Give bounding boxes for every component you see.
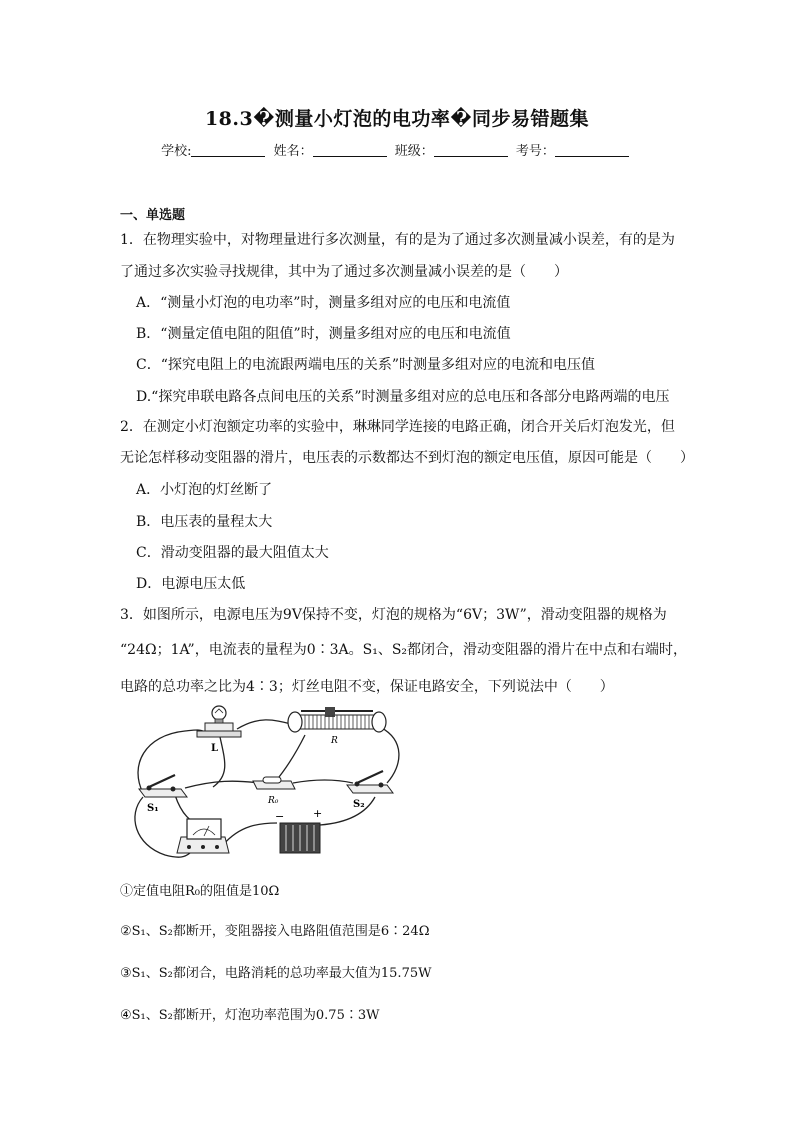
q2-stem-line-1: 2．在测定小灯泡额定功率的实验中，琳琳同学连接的电路正确，闭合开关后灯泡发光，但 bbox=[120, 419, 675, 435]
class-field[interactable] bbox=[434, 143, 508, 157]
q3-stem-line-3: 电路的总功率之比为4∶3；灯丝电阻不变，保证电路安全，下列说法中（ ） bbox=[120, 679, 614, 695]
name-field[interactable] bbox=[313, 143, 387, 157]
rheostat-icon bbox=[288, 707, 386, 732]
student-info-row bbox=[0, 140, 794, 159]
q2-stem-line-2: 无论怎样移动变阻器的滑片，电压表的示数都达不到灯泡的额定电压值，原因可能是（ ） bbox=[120, 450, 694, 466]
q2-option-a[interactable]: A．小灯泡的灯丝断了 bbox=[136, 482, 273, 498]
q2-option-b[interactable]: B．电压表的量程太大 bbox=[136, 514, 273, 530]
school-field[interactable] bbox=[191, 143, 265, 157]
battery-minus-label: − bbox=[275, 810, 285, 823]
name-label: 姓名： bbox=[273, 144, 313, 159]
q1-option-a[interactable]: A．“测量小灯泡的电功率”时，测量多组对应的电压和电流值 bbox=[136, 295, 511, 311]
school-label: 学校: bbox=[161, 144, 192, 159]
lamp-label: L bbox=[211, 743, 219, 754]
q3-statement-2: ②S₁、S₂都断开，变阻器接入电路阻值范围是6∶24Ω bbox=[120, 924, 430, 939]
battery-plus-label: + bbox=[313, 807, 323, 820]
section-heading: 一、单选题 bbox=[120, 208, 186, 223]
s1-label: S₁ bbox=[147, 803, 159, 814]
circuit-diagram bbox=[125, 705, 410, 865]
q2-option-c[interactable]: C．滑动变阻器的最大阻值太大 bbox=[136, 545, 329, 561]
s2-label: S₂ bbox=[353, 799, 365, 810]
q3-stem-line-2: “24Ω；1A”，电流表的量程为0∶3A。S₁、S₂都闭合，滑动变阻器的滑片在中点和右端时， bbox=[120, 642, 688, 658]
rheostat-label: R bbox=[331, 736, 338, 746]
lamp-icon bbox=[197, 706, 241, 737]
q1-stem-line-2: 了通过多次实验寻找规律，其中为了通过多次测量减小误差的是（ ） bbox=[120, 264, 568, 280]
q1-option-b[interactable]: B．“测量定值电阻的阻值”时，测量多组对应的电压和电流值 bbox=[136, 326, 511, 342]
page-title: 18.3�测量小灯泡的电功率�同步易错题集 bbox=[204, 108, 590, 130]
resistor-r0-icon bbox=[253, 777, 295, 789]
class-label: 班级： bbox=[394, 144, 434, 159]
q3-statement-4: ④S₁、S₂都断开，灯泡功率范围为0.75∶3W bbox=[120, 1008, 380, 1023]
battery-icon bbox=[280, 823, 320, 853]
q1-stem-line-1: 1．在物理实验中，对物理量进行多次测量，有的是为了通过多次测量减小误差，有的是为 bbox=[120, 232, 675, 248]
q3-statement-3: ③S₁、S₂都闭合，电路消耗的总功率最大值为15.75W bbox=[120, 966, 432, 981]
q3-stem-line-1: 3．如图所示，电源电压为9V保持不变，灯泡的规格为“6V；3W”，滑动变阻器的规格为 bbox=[120, 607, 667, 623]
q1-option-c[interactable]: C．“探究电阻上的电流跟两端电压的关系”时测量多组对应的电流和电压值 bbox=[136, 357, 596, 373]
q3-statement-1: ①定值电阻R₀的阻值是10Ω bbox=[120, 884, 280, 899]
switch-s2-icon bbox=[347, 771, 393, 793]
number-label: 考号： bbox=[515, 144, 555, 159]
q2-option-d[interactable]: D．电源电压太低 bbox=[136, 576, 246, 592]
ammeter-icon bbox=[177, 819, 229, 853]
q1-option-d[interactable]: D.“探究串联电路各点间电压的关系”时测量多组对应的总电压和各部分电路两端的电压 bbox=[136, 389, 670, 405]
r0-label: R₀ bbox=[268, 796, 279, 806]
number-field[interactable] bbox=[555, 143, 629, 157]
switch-s1-icon bbox=[139, 775, 187, 797]
